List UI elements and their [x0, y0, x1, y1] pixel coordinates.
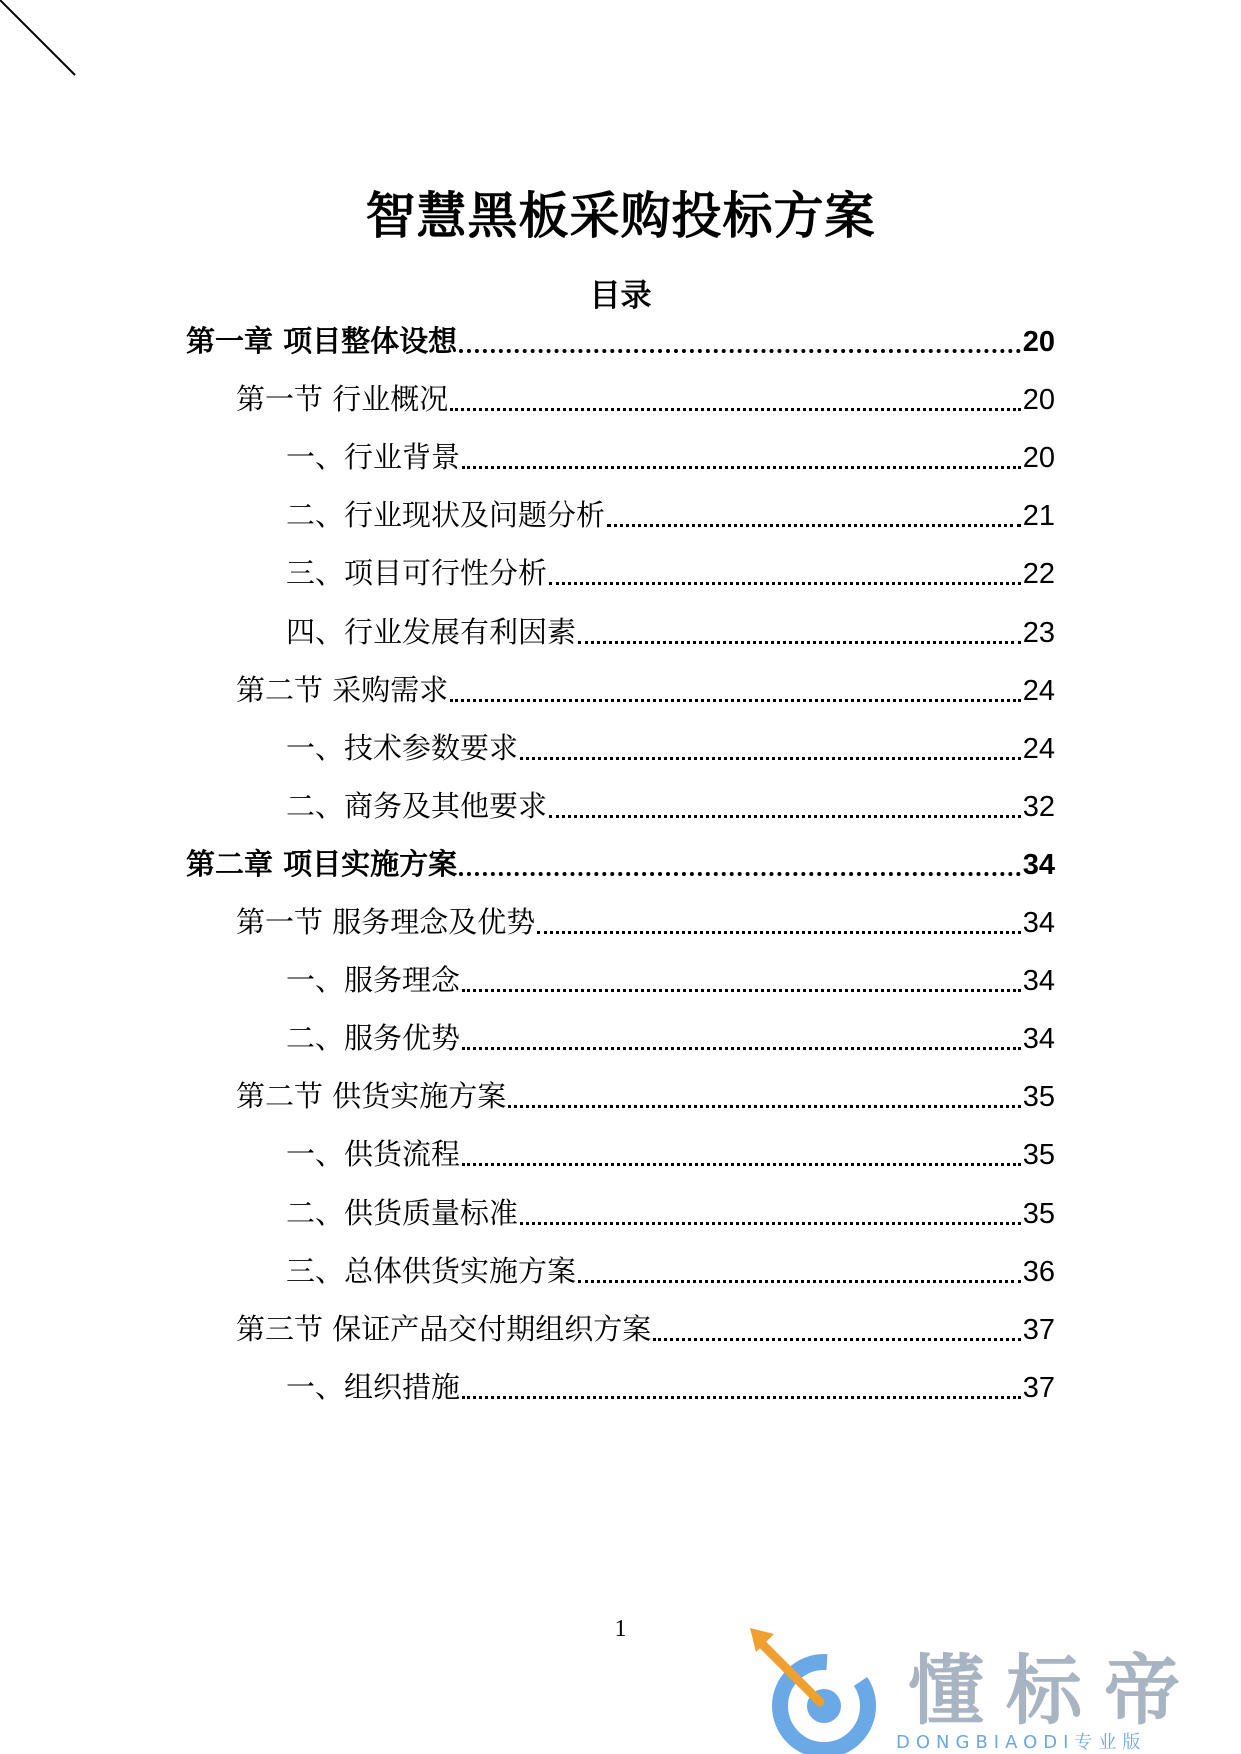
- toc-entry-title: 第一章 项目整体设想: [186, 324, 458, 358]
- document-title: 智慧黑板采购投标方案: [365, 187, 876, 245]
- toc-entry-page: 24: [1022, 732, 1055, 765]
- toc-dot-leader: [450, 408, 1021, 411]
- toc-entry-page: 36: [1022, 1255, 1055, 1288]
- toc-dot-leader: [520, 1222, 1021, 1225]
- corner-crop-mark: [0, 0, 80, 80]
- toc-entry[interactable]: [286, 432, 1055, 482]
- toc-dot-leader: [462, 989, 1021, 992]
- toc-entry[interactable]: [236, 374, 1055, 424]
- toc-entry-page: 23: [1022, 616, 1055, 649]
- toc-entry-page: 35: [1022, 1081, 1055, 1114]
- toc-entry-page: 22: [1022, 558, 1055, 591]
- toc-entry[interactable]: [286, 955, 1055, 1005]
- toc-dot-leader: [508, 1105, 1021, 1108]
- toc-entry-title: 二、供货质量标准: [286, 1195, 519, 1230]
- toc-entry-page: 35: [1022, 1139, 1055, 1172]
- toc-entry-page: 20: [1022, 384, 1055, 417]
- toc-entry-page: 37: [1022, 1371, 1055, 1404]
- toc-dot-leader: [653, 1338, 1021, 1341]
- toc-entry[interactable]: [286, 723, 1055, 773]
- toc-entry-title: 第二节 供货实施方案: [236, 1079, 507, 1114]
- toc-dot-leader: [462, 466, 1021, 469]
- watermark-brand-name: 懂标帝: [908, 1646, 1202, 1735]
- toc-dot-leader: [537, 931, 1021, 934]
- toc-entry-title: 四、行业发展有利因素: [286, 614, 577, 649]
- toc-entry-page: 20: [1022, 442, 1055, 475]
- toc-entry-title: 第一节 服务理念及优势: [236, 905, 536, 939]
- target-arrow-icon: [740, 1620, 900, 1754]
- page-number: 1: [614, 1616, 627, 1642]
- toc-entry-title: 一、服务理念: [286, 963, 461, 998]
- toc-entry[interactable]: [286, 1188, 1055, 1238]
- toc-entry[interactable]: [286, 1129, 1055, 1179]
- toc-dot-leader: [549, 582, 1021, 585]
- toc-entry-title: 第三节 保证产品交付期组织方案: [236, 1311, 652, 1346]
- toc-entry-page: 37: [1022, 1313, 1055, 1346]
- toc-entry[interactable]: [286, 607, 1055, 657]
- toc-entry-page: 32: [1022, 790, 1055, 823]
- toc-dot-leader: [607, 524, 1021, 527]
- toc-entry[interactable]: [286, 781, 1055, 831]
- toc-entry-page: 35: [1022, 1197, 1055, 1230]
- toc-entry-title: 一、组织措施: [286, 1369, 461, 1404]
- toc-entry[interactable]: [236, 665, 1055, 715]
- toc-entry[interactable]: [236, 1304, 1055, 1354]
- toc-entry[interactable]: [236, 1071, 1055, 1121]
- toc-dot-leader: [459, 349, 1021, 353]
- toc-entry[interactable]: [286, 548, 1055, 598]
- toc-entry-title: 一、行业背景: [286, 440, 461, 475]
- toc-dot-leader: [450, 699, 1021, 702]
- toc-entry-page: 34: [1022, 848, 1055, 881]
- toc-entry-title: 三、项目可行性分析: [286, 556, 548, 591]
- toc-dot-leader: [520, 757, 1021, 760]
- toc-entry[interactable]: [186, 839, 1055, 889]
- toc-entry-page: 34: [1022, 965, 1055, 998]
- toc-entry-title: 二、商务及其他要求: [286, 788, 548, 823]
- toc-entry-title: 第二节 采购需求: [236, 672, 449, 707]
- toc-dot-leader: [549, 815, 1021, 818]
- toc-entry-page: 34: [1022, 1023, 1055, 1056]
- toc-entry-title: 二、服务优势: [286, 1021, 461, 1056]
- toc-entry-page: 24: [1022, 674, 1055, 707]
- toc-dot-leader: [462, 1047, 1021, 1050]
- toc-entry[interactable]: [286, 1246, 1055, 1296]
- toc-entry[interactable]: [286, 1362, 1055, 1412]
- toc-entry[interactable]: [236, 897, 1055, 947]
- toc-entry-page: 21: [1022, 500, 1055, 533]
- watermark-subtitle: DONGBIAODI专业版: [896, 1732, 1147, 1753]
- toc-entry[interactable]: [286, 490, 1055, 540]
- toc-dot-leader: [578, 641, 1021, 644]
- toc-entry-title: 一、供货流程: [286, 1137, 461, 1172]
- toc-entry-title: 一、技术参数要求: [286, 730, 519, 765]
- toc-entry-title: 二、行业现状及问题分析: [286, 498, 606, 533]
- toc-entry[interactable]: [286, 1013, 1055, 1063]
- toc-dot-leader: [462, 1163, 1021, 1166]
- toc-entry-page: 20: [1022, 326, 1055, 358]
- watermark: [740, 1620, 1240, 1754]
- toc-entry-page: 34: [1022, 907, 1055, 939]
- toc-dot-leader: [578, 1280, 1021, 1283]
- toc-entry-title: 第一节 行业概况: [236, 382, 449, 417]
- toc-entry-title: 第二章 项目实施方案: [186, 846, 458, 881]
- toc-heading: 目录: [589, 278, 652, 314]
- toc-entry[interactable]: [186, 316, 1055, 366]
- toc-dot-leader: [462, 1396, 1021, 1399]
- toc-entry-title: 三、总体供货实施方案: [286, 1253, 577, 1288]
- toc-dot-leader: [459, 872, 1021, 876]
